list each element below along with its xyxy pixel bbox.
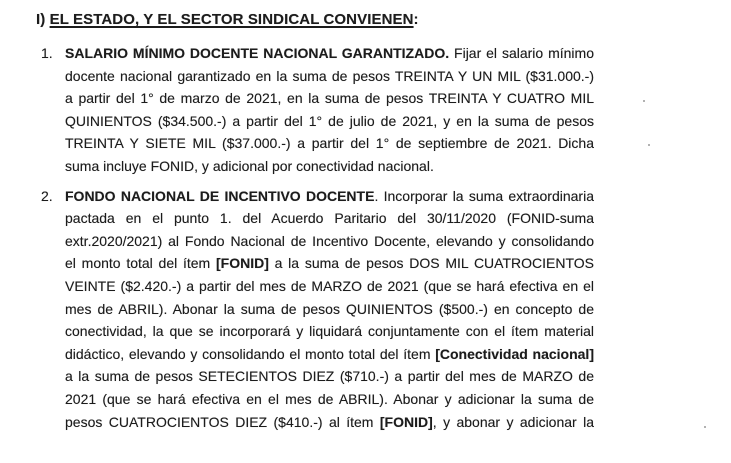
text-line	[65, 65, 594, 88]
text-line	[65, 110, 594, 133]
text-segment: SALARIO MÍNIMO DOCENTE NACIONAL GARANTIZADO.	[65, 45, 450, 61]
scan-artifact	[648, 144, 650, 146]
text-segment: pesos CUATROCIENTOS DIEZ ($410.-) al ítem	[65, 413, 380, 430]
text-line	[65, 230, 594, 253]
text-segment: [Conectividad nacional]	[435, 345, 594, 362]
text-line	[65, 388, 594, 411]
text-segment: el monto total del ítem	[65, 255, 216, 272]
scan-artifact	[704, 426, 706, 428]
text-line	[65, 207, 594, 230]
text-line	[65, 252, 594, 275]
text-segment: mes de ABRIL). Abonar la suma de pesos QUINIENTOS ($500.-) en concepto de	[65, 300, 594, 317]
text-segment: QUINIENTOS ($34.500.-) a partir del 1° de julio de 2021, y en la suma de pesos	[65, 112, 594, 129]
text-line	[65, 365, 594, 388]
item-number: 2.	[41, 187, 53, 204]
text-segment: TREINTA Y SIETE MIL ($37.000.-) a partir del 1° de septiembre de 2021. Dicha	[65, 135, 594, 152]
text-line	[65, 185, 594, 208]
text-segment: . Incorporar la suma extraordinaria	[374, 187, 594, 204]
text-segment: pactada en el punto 1. del Acuerdo Paritario del 30/11/2020 (FONID-suma	[65, 210, 594, 227]
text-line	[65, 343, 594, 366]
agreement-item-2	[0, 185, 731, 434]
text-segment: a la suma de pesos DOS MIL CUATROCIENTOS	[268, 255, 594, 272]
text-segment: [FONID]	[379, 413, 433, 430]
text-segment: FONDO NACIONAL DE INCENTIVO DOCENTE	[65, 187, 375, 204]
text-segment: [FONID]	[215, 255, 269, 272]
heading-colon: :	[413, 11, 419, 28]
scan-artifact	[643, 100, 645, 102]
text-line	[65, 42, 594, 65]
text-segment: a partir del 1° de marzo de 2021, en la suma de pesos TREINTA Y CUATRO MIL	[65, 90, 594, 107]
section-heading	[36, 10, 731, 30]
text-segment: , y abonar y adicionar la	[432, 413, 594, 430]
text-segment: docente nacional garantizado en la suma de pesos TREINTA Y UN MIL ($31.000.-)	[65, 67, 594, 84]
text-segment: a la suma de pesos SETECIENTOS DIEZ ($710.-) a partir del mes de MARZO de	[65, 368, 594, 385]
text-line	[65, 155, 594, 178]
text-line	[65, 320, 594, 343]
text-segment: 2021 (que se hará efectiva en el mes de ABRIL). Abonar y adicionar la suma de	[65, 390, 594, 407]
item-number: 1.	[41, 45, 53, 61]
text-line	[65, 132, 594, 155]
text-line	[65, 87, 594, 110]
text-line	[65, 298, 594, 321]
text-segment: Fijar el salario mínimo	[449, 45, 594, 61]
heading-title: EL ESTADO, Y EL SECTOR SINDICAL CONVIENEN	[49, 11, 414, 28]
item-body	[65, 42, 594, 178]
item-body	[65, 185, 594, 434]
text-segment: suma incluye FONID, y adicional por conectividad nacional.	[65, 157, 434, 174]
text-segment: VEINTE ($2.420.-) a partir del mes de MARZO de 2021 (que se hará efectiva en el	[65, 277, 594, 294]
agreement-item-1	[0, 42, 731, 178]
text-segment: conectividad, la que se incorporará y liquidará conjuntamente con el ítem material	[65, 323, 594, 340]
text-line	[65, 275, 594, 298]
text-line	[65, 411, 594, 434]
text-segment: didáctico, elevando y consolidando el monto total del ítem	[65, 345, 436, 362]
text-segment: extr.2020/2021) al Fondo Nacional de Incentivo Docente, elevando y consolidando	[65, 232, 594, 249]
heading-numeral: I)	[36, 11, 50, 28]
